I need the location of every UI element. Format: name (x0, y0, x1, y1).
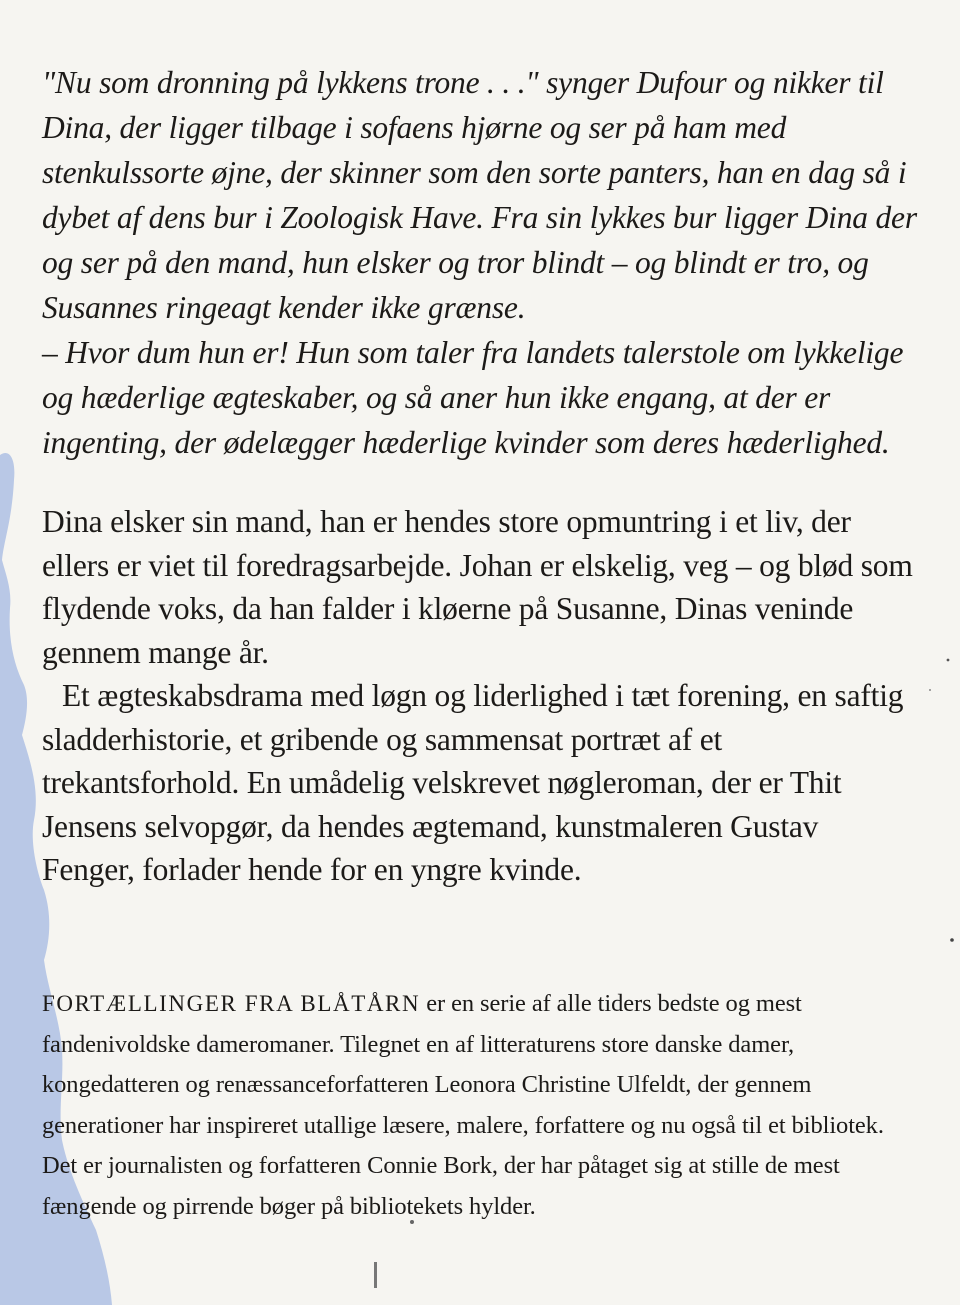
synopsis-paragraph-1: Dina elsker sin mand, han er hendes store opmuntring i et liv, der ellers er viet til foredragsarbejde. Johan er elskelig, veg – og blød som flydende voks, da han falder i kløerne på Susanne, Dinas veninde gennem mange år. (42, 504, 913, 670)
series-text: er en serie af alle tiders bedste og mest fandenivoldske dameromaner. Tilegnet en af litteraturens store danske damer, kongedatteren og renæssanceforfatteren Leonora Christine Ulfeldt, der gennem generationer har inspireret utallige læsere, malere, forfattere og nu også til et bibliotek. Det er journalisten og forfatteren Connie Bork, der har påtaget sig at stille de mest fængende og pirrende bøger på bibliotekets hylder. (42, 990, 884, 1220)
synopsis-paragraph-2: Et ægteskabsdrama med løgn og liderlighed i tæt forening, en saftig sladderhistorie, et gribende og sammensat portræt af et trekantsforhold. En umådelig velskrevet nøgleroman, der er Thit Jensens selvopgør, da hendes ægtemand, kunstmaleren Gustav Fenger, forlader hende for en yngre kvinde. (42, 678, 904, 887)
quote-paragraph-2: – Hvor dum hun er! Hun som taler fra landets talerstole om lykkelige og hæderlige ægteskaber, og så aner hun ikke engang, at der er ingenting, der ødelægger hæderlige kvinder som deres hæderlighed. (42, 335, 904, 460)
quote-paragraph-1: "Nu som dronning på lykkens trone . . ." synger Dufour og nikker til Dina, der ligger tilbage i sofaens hjørne og ser på ham med stenkulssorte øjne, der skinner som den sorte panters, han en dag så i dybet af dens bur i Zoologisk Have. Fra sin lykkes bur ligger Dina der og ser på den mand, hun elsker og tror blindt – og blindt er tro, og Susannes ringeagt kender ikke grænse. (42, 65, 917, 325)
series-name: FORTÆLLINGER FRA BLÅTÅRN (42, 991, 421, 1016)
